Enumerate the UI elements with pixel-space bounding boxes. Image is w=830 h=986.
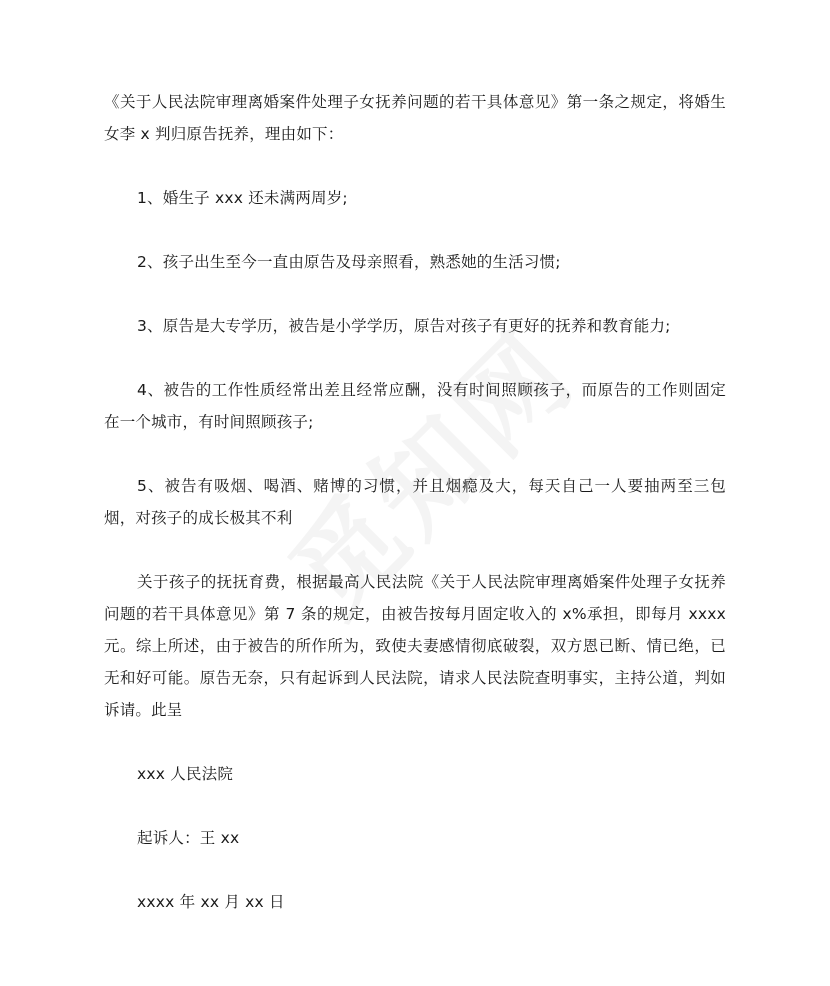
signature-plaintiff: 起诉人：王 xx (137, 829, 240, 847)
list-item-1: 1、婚生子 xxx 还未满两周岁; (137, 189, 348, 207)
list-item-3: 3、原告是大专学历，被告是小学学历，原告对孩子有更好的抚养和教育能力; (137, 317, 671, 335)
signature-court: xxx 人民法院 (137, 765, 234, 783)
paragraph-child-support: 关于孩子的抚抚育费，根据最高人民法院《关于人民法院审理离婚案件处理子女抚养问题的若干具体意见》第 7 条的规定，由被告按每月固定收入的 x%承担，即每月 xxxx 元。综上所述，由于被告的所作所为，致使夫妻感情彻底破裂，双方恩已断、情已绝，已无和好可能。原告无奈，只有起诉到人民法院，请求人民法院查明事实，主持公道，判如诉请。此呈 (104, 573, 726, 719)
list-item-5: 5、被告有吸烟、喝酒、赌博的习惯，并且烟瘾及大，每天自己一人要抽两至三包烟，对孩子的成长极其不利 (104, 477, 726, 527)
list-item-4: 4、被告的工作性质经常出差且经常应酬，没有时间照顾孩子，而原告的工作则固定在一个城市，有时间照顾孩子; (104, 381, 726, 431)
paragraph-intro: 《关于人民法院审理离婚案件处理子女抚养问题的若干具体意见》第一条之规定，将婚生女李 x 判归原告抚养，理由如下： (104, 93, 726, 143)
document-body (104, 86, 726, 950)
signature-date: xxxx 年 xx 月 xx 日 (137, 893, 285, 911)
list-item-2: 2、孩子出生至今一直由原告及母亲照看，熟悉她的生活习惯; (137, 253, 561, 271)
